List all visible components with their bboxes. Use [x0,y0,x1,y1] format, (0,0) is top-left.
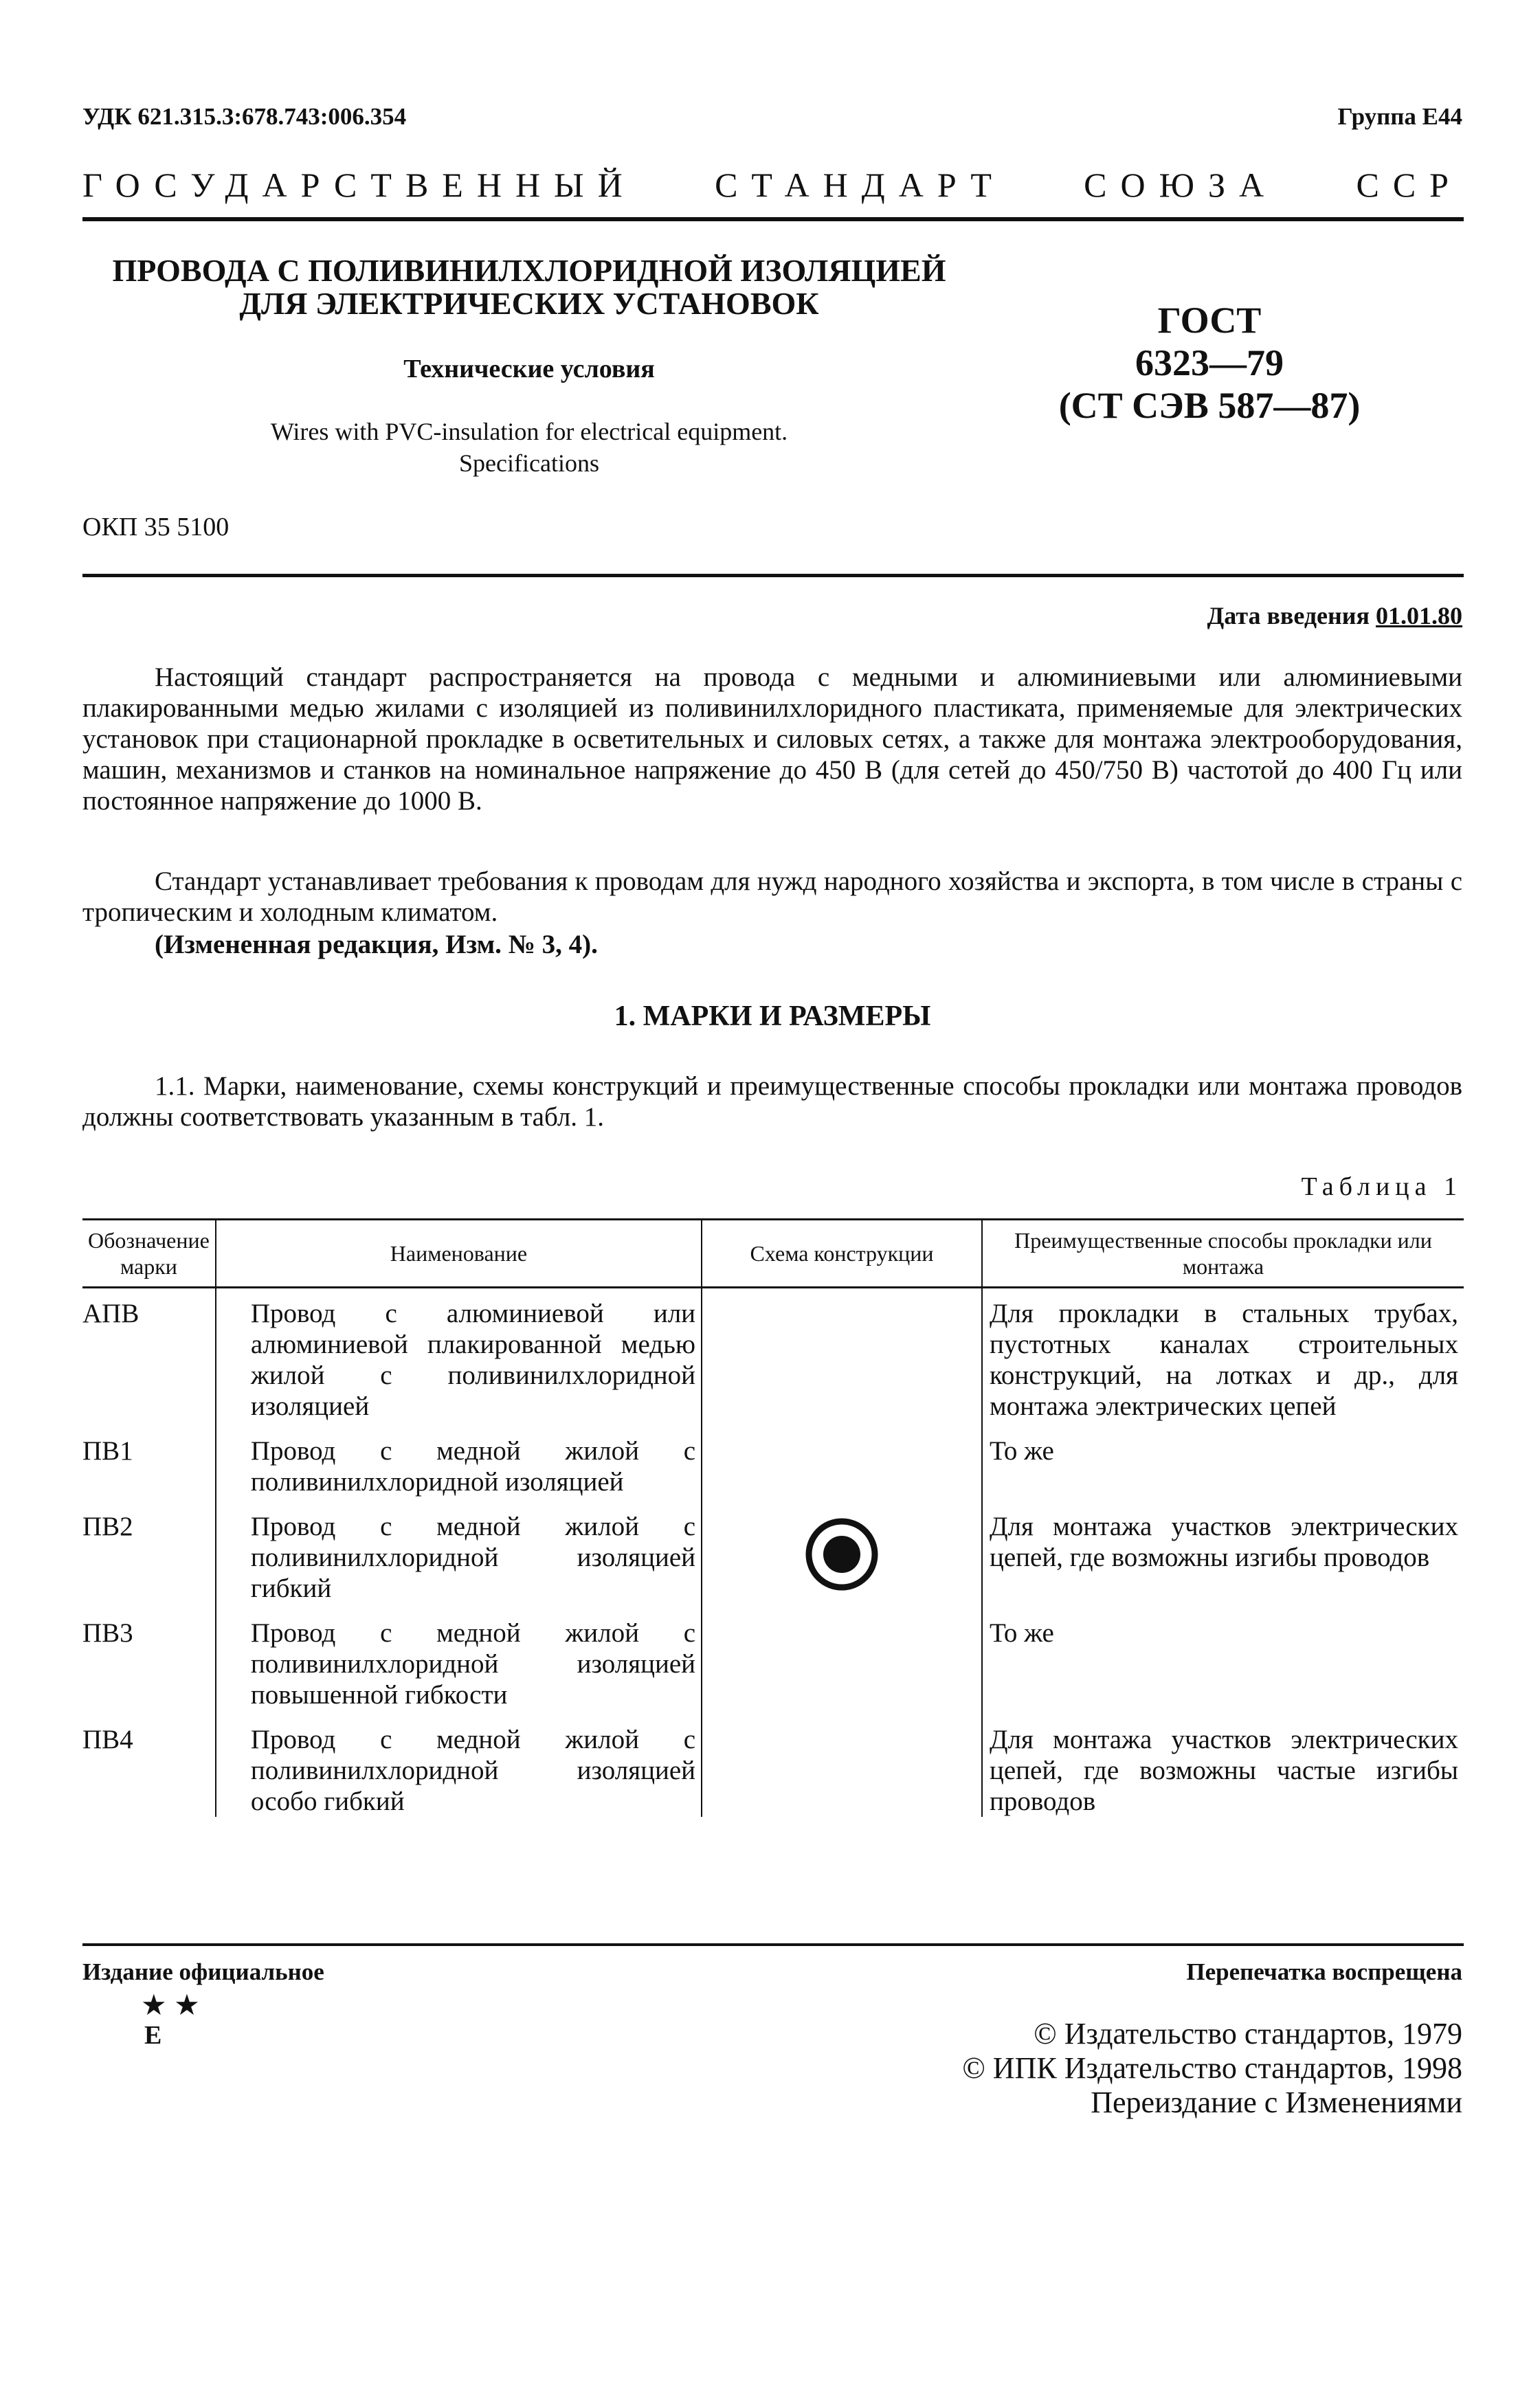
banner-word: СОЮЗА [1084,166,1278,204]
reprint-prohibited: Перепечатка воспрещена [1186,1958,1462,1985]
intro-paragraph [82,866,1462,928]
reissue-line: Переиздание с Изменениями [1091,2086,1462,2119]
intro-paragraph [82,662,1462,816]
table-1 [82,1218,1464,1817]
column-header-use: Преимущественные способы прокладки или монтажа [982,1220,1464,1288]
amendment-text: (Измененная редакция, Изм. № 3, 4). [155,930,598,959]
copyright-line: © Издательство стандартов, 1979 [1034,2017,1462,2050]
title-rule [82,574,1464,577]
intro-text: Настоящий стандарт распространяется на провода с медными и алюминиевыми или алюминиевыми плакированными медью жилами с изоляцией из поливинилхлоридного пластиката, применяемые для электрических установок при стационарной прокладке в осветительных и силовых сетях, а также для монтажа электрооборудования, машин, механизмов и станков на номинальное напряжение до 450 В (для сетей до 450/750 В) частотой до 400 Гц или постоянное напряжение до 1000 В. [82,662,1462,816]
table-header-row [82,1220,1464,1288]
title-line: ДЛЯ ЭЛЕКТРИЧЕСКИХ УСТАНОВОК [239,286,819,321]
edition-letter: Е [144,2021,162,2050]
mark-cell: ПВ4 [82,1725,133,1754]
udk-code: УДК 621.315.3:678.743:006.354 [82,103,407,130]
copyright-block [962,2017,1462,2120]
mark-cell: ПВ3 [82,1618,133,1648]
column-header-mark: Обозначение марки [82,1220,216,1288]
scheme-cell [702,1288,982,1818]
name-cell: Провод с медной жилой с поливинилхлоридной изоляцией особо гибкий [216,1710,702,1817]
standard-banner [82,165,1462,205]
use-cell: То же [982,1604,1464,1710]
banner-word: СТАНДАРТ [715,166,1005,204]
english-title [103,416,955,479]
column-header-name: Наименование [216,1220,702,1288]
copyright-line: © ИПК Издательство стандартов, 1998 [962,2051,1462,2085]
english-title-line: Specifications [459,449,599,477]
table-caption: Таблица 1 [1301,1172,1462,1201]
banner-word: ССР [1356,166,1462,204]
wire-cross-section-icon [804,1517,880,1592]
name-cell: Провод с алюминиевой или алюминиевой плакированной медью жилой с поливинилхлоридной изоляцией [216,1288,702,1422]
effective-date [1207,601,1463,630]
date-label: Дата введения [1207,602,1370,629]
gost-label: ГОСТ [1157,300,1262,341]
use-cell: Для прокладки в стальных трубах, пустотных каналах строительных конструкций, на лотках и др., для монтажа электрических цепей [982,1288,1464,1422]
mark-cell: ПВ1 [82,1436,133,1466]
amendment-note [82,929,1462,960]
banner-word: ГОСУДАРСТВЕННЫЙ [82,166,636,204]
official-edition: Издание официальное [82,1958,324,1985]
intro-text: Стандарт устанавливает требования к проводам для нужд народного хозяйства и экспорта, в том числе в страны с тропическим и холодным климатом. [82,867,1462,927]
name-cell: Провод с медной жилой с поливинилхлоридной изоляцией гибкий [216,1497,702,1604]
okp-code: ОКП 35 5100 [82,513,230,541]
column-header-scheme: Схема конструкции [702,1220,982,1288]
date-value: 01.01.80 [1376,602,1462,629]
document-subtitle: Технические условия [403,355,655,383]
title-line: ПРОВОДА С ПОЛИВИНИЛХЛОРИДНОЙ ИЗОЛЯЦИЕЙ [112,253,946,288]
stars-mark: ★ ★ [141,1990,200,2022]
name-cell: Провод с медной жилой с поливинилхлоридной изоляцией повышенной гибкости [216,1604,702,1710]
st-sev-code: (СТ СЭВ 587—87) [1058,385,1361,426]
document-title [103,254,955,320]
mark-cell: ПВ2 [82,1512,133,1541]
english-title-line: Wires with PVC-insulation for electrical equipment. [270,418,788,445]
use-cell: Для монтажа участков электрических цепей, где возможны частые изгибы проводов [982,1710,1464,1817]
gost-code: 6323—79 [1135,342,1284,383]
section-heading: 1. МАРКИ И РАЗМЕРЫ [614,1001,931,1032]
footer-rule [82,1943,1464,1946]
mark-cell: АПВ [82,1299,140,1328]
clause-1-1 [82,1071,1462,1132]
group-code: Группа Е44 [1337,103,1462,130]
use-cell: То же [982,1422,1464,1497]
use-cell: Для монтажа участков электрических цепей, где возможны изгибы проводов [982,1497,1464,1604]
gost-number [1017,299,1402,427]
clause-text: 1.1. Марки, наименование, схемы конструкций и преимущественные способы прокладки или монтажа проводов должны соответствовать указанным в табл. 1. [82,1071,1462,1132]
name-cell: Провод с медной жилой с поливинилхлоридной изоляцией [216,1422,702,1497]
banner-rule [82,217,1464,221]
table-row [82,1288,1464,1422]
